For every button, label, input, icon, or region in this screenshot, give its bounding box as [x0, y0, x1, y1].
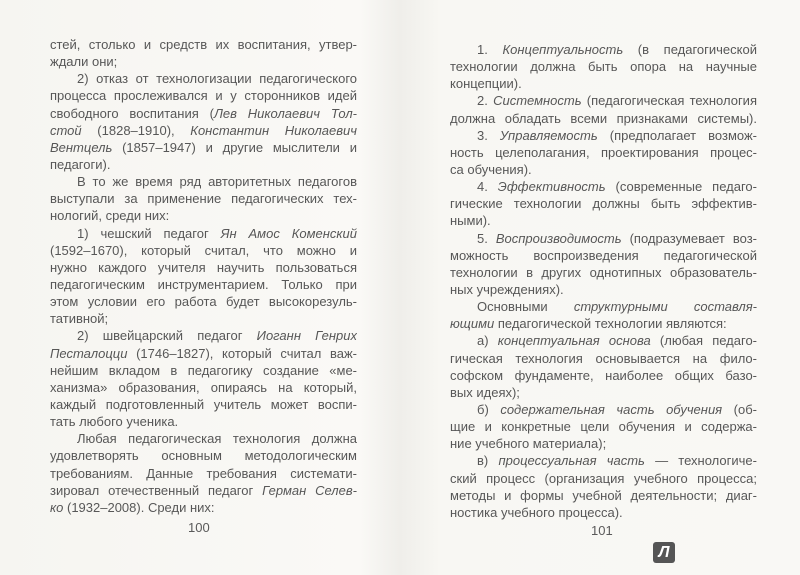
text-line	[450, 195, 757, 212]
text-segment: нейшим вкладом в педагогику создание «ме-	[50, 362, 357, 378]
page-number-right: 101	[591, 523, 613, 538]
text-segment: ждали они;	[50, 54, 118, 70]
text-segment: зировал отечественный педагог	[50, 482, 263, 498]
text-segment: (1746–1827), который считал важ-	[127, 345, 357, 361]
text-line	[50, 362, 357, 379]
text-segment: 2) швейцарский педагог	[77, 328, 257, 344]
text-line	[50, 310, 357, 327]
text-segment: гические технологии должны быть эффектив-	[450, 196, 757, 212]
text-segment: — технологиче-	[644, 453, 757, 469]
text-line	[50, 173, 357, 190]
text-segment: 5.	[477, 230, 496, 246]
italic-term: Эффективность	[497, 179, 606, 195]
text-line	[450, 298, 757, 315]
text-segment: ность целеполагания, проектирования процес-	[450, 144, 757, 160]
text-segment: (современные педаго-	[605, 179, 757, 195]
italic-term: процессуальная часть	[498, 453, 645, 469]
text-line	[450, 504, 757, 521]
text-line	[450, 281, 757, 298]
text-line	[450, 41, 757, 58]
text-line	[50, 276, 357, 293]
text-line	[450, 418, 757, 435]
text-segment: ханизма» образования, опираясь на который,	[50, 379, 357, 395]
text-line	[450, 401, 757, 418]
text-line	[50, 70, 357, 87]
text-segment: 1.	[477, 42, 503, 57]
italic-term: Ян Амос Коменский	[220, 225, 357, 241]
text-segment: (в педагогической	[623, 42, 757, 57]
text-segment: требованиям. Данные требования системати-	[50, 465, 357, 481]
text-line	[50, 396, 357, 413]
italic-term: концептуальная основа	[497, 333, 651, 349]
text-segment: (1828–1910),	[81, 122, 191, 138]
text-segment: педагогической технологии являются:	[494, 316, 727, 332]
text-segment: (любая педаго-	[650, 333, 757, 349]
text-segment: должна обладать всеми признаками системы).	[450, 110, 757, 126]
text-segment: (1932–2008). Среди них:	[63, 499, 215, 515]
text-line	[450, 92, 757, 109]
text-segment: (1857–1947) и другие мыслители и	[112, 139, 357, 155]
text-line	[450, 127, 757, 144]
text-line	[450, 264, 757, 281]
text-segment: нологий, среди них:	[50, 208, 170, 224]
italic-term: ко	[50, 499, 64, 515]
text-line	[450, 58, 757, 75]
publisher-logo-icon: Л	[653, 542, 675, 563]
text-line	[50, 53, 357, 70]
text-line	[50, 36, 357, 53]
text-line	[450, 315, 757, 332]
text-segment: свободного воспитания (	[50, 105, 214, 121]
text-segment: 2) отказ от технологизации педагогического	[77, 71, 357, 87]
text-line	[450, 144, 757, 161]
text-segment: б)	[477, 401, 501, 417]
text-line	[450, 212, 757, 229]
text-line	[450, 332, 757, 349]
text-segment: Основными	[477, 299, 574, 315]
text-line	[50, 122, 357, 139]
text-line	[450, 75, 757, 92]
text-line	[50, 379, 357, 396]
text-line	[50, 87, 357, 104]
left-page-text	[50, 36, 357, 516]
italic-term: Воспроизводимость	[495, 230, 622, 246]
italic-term: структурными составля-	[573, 299, 757, 315]
text-segment: можность воспроизведения педагогической	[450, 247, 757, 263]
text-segment: выступали за применение педагогических тех-	[50, 191, 357, 207]
italic-term: Лев Николаевич Тол-	[213, 105, 357, 121]
text-segment: (об-	[722, 401, 757, 417]
text-segment: стей, столько и средств их воспитания, утвер-	[50, 37, 357, 52]
text-segment: 2.	[477, 93, 494, 109]
italic-term: Концептуальность	[502, 42, 624, 57]
text-line	[450, 470, 757, 487]
text-segment: ных учреждениях).	[450, 281, 564, 297]
italic-term: содержательная часть обучения	[500, 401, 723, 417]
italic-term: Песталоцци	[50, 345, 128, 361]
text-line	[50, 225, 357, 242]
text-segment: педагоги).	[50, 156, 111, 172]
text-line	[50, 430, 357, 447]
text-line	[50, 242, 357, 259]
text-segment: педагогическим инструментарием. Только при	[50, 276, 357, 292]
text-segment: щие и конкретные цели обучения и содержа-	[450, 419, 757, 435]
text-line	[50, 482, 357, 499]
text-segment: софском фундаменте, наиболее общих базо-	[450, 367, 757, 383]
text-line	[50, 413, 357, 430]
text-segment: методы и формы учебной деятельности; диаг-	[450, 487, 757, 503]
text-segment: (педагогическая технология	[581, 93, 757, 109]
text-segment: Любая педагогическая технология должна	[77, 431, 357, 447]
text-segment: а)	[477, 333, 498, 349]
text-line	[450, 384, 757, 401]
text-segment: тативной;	[50, 311, 109, 327]
text-segment: в)	[477, 453, 499, 469]
text-segment: В то же время ряд авторитетных педагогов	[77, 174, 357, 190]
text-segment: 1) чешский педагог	[77, 225, 221, 241]
text-line	[450, 435, 757, 452]
text-line	[50, 139, 357, 156]
text-segment: удовлетворять основным методологическим	[50, 448, 357, 464]
text-line	[50, 499, 357, 516]
text-line	[450, 230, 757, 247]
text-line	[50, 207, 357, 224]
text-segment: ными).	[450, 213, 491, 229]
text-segment: са обучения).	[450, 161, 532, 177]
text-line	[450, 178, 757, 195]
text-segment: (1592–1670), который считал, что можно и	[50, 242, 357, 258]
text-line	[50, 447, 357, 464]
italic-term: стой	[50, 122, 82, 138]
text-segment: вых идеях);	[450, 384, 520, 400]
italic-term: Иоганн Генрих	[256, 328, 357, 344]
text-line	[50, 259, 357, 276]
text-segment: технологии должна быть опора на научные	[450, 59, 757, 75]
text-segment: тать любого ученика.	[50, 414, 179, 430]
text-segment: процесса прослеживался и у сторонников идей	[50, 88, 357, 104]
text-segment: концепции).	[450, 76, 522, 92]
text-line	[50, 345, 357, 362]
text-segment: 3.	[477, 127, 500, 143]
text-segment: (подразумевает воз-	[621, 230, 757, 246]
text-segment: ский процесс (организация учебного процесса;	[450, 470, 757, 486]
text-segment: нужно каждого учителя научить пользоваться	[50, 259, 357, 275]
text-line	[450, 247, 757, 264]
italic-term: Герман Селев-	[262, 482, 357, 498]
text-line	[50, 327, 357, 344]
text-line	[50, 190, 357, 207]
page-number-left: 100	[188, 520, 210, 535]
text-segment: этом условии его работа будет высокорезуль-	[50, 294, 357, 310]
text-segment: ние учебного материала);	[450, 436, 607, 452]
text-line	[450, 452, 757, 469]
text-line	[50, 293, 357, 310]
text-line	[50, 156, 357, 173]
text-line	[450, 161, 757, 178]
text-line	[50, 105, 357, 122]
italic-term: Системность	[493, 93, 582, 109]
italic-term: Константин Николаевич	[190, 122, 357, 138]
text-segment: ностика учебного процесса).	[450, 504, 623, 520]
text-line	[50, 465, 357, 482]
text-line	[450, 350, 757, 367]
text-segment: гическая технология основывается на фило-	[450, 350, 757, 366]
text-line	[450, 110, 757, 127]
text-line	[450, 367, 757, 384]
italic-term: Управляемость	[499, 127, 598, 143]
text-segment: (предполагает возмож-	[597, 127, 757, 143]
italic-term: Вентцель	[50, 139, 113, 155]
text-segment: 4.	[477, 179, 498, 195]
text-segment: технологии в других однотипных образователь-	[450, 264, 757, 280]
text-line	[450, 487, 757, 504]
italic-term: ющими	[450, 316, 495, 332]
right-page-text	[450, 41, 757, 521]
text-segment: каждый подготовленный учитель может воспи-	[50, 396, 357, 412]
